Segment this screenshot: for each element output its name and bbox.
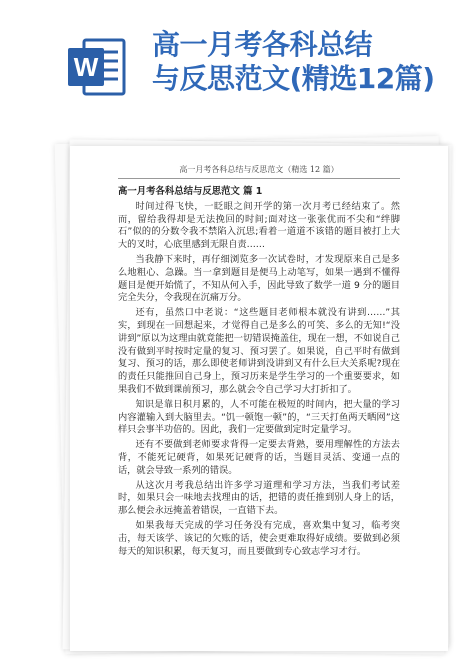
- paragraph: 还有，虽然口中老说：“这些题目老师根本就没有讲到……”其实，到现在一回想起来，才觉得自己是多么的可笑、多么的无知!“没讲到”原以为这理由就竟能把一切错误掩盖住，现在一想，不如说自己没有做到平时按时定量的复习、预习罢了。如果说，自己平时有做到复习、预习的话，那么即使老师讲到没讲到又有什么巨大关系呢?现在的责任只能推回自己身上，预习历来是学生学习的一个重要要求，如果我们不做到课前预习，那么就会令自己学习大打折扣了。: [118, 307, 400, 395]
- word-document-icon: [66, 36, 128, 98]
- document-body: [118, 186, 400, 560]
- paragraph: 当我静下来时，再仔细浏览多一次试卷时，才发现原来自己是多么地粗心、急躁。当一拿到题目是便马上动笔写，如果一遇到不懂得题目是便开始慌了，不知从何入手，因此导致了数学一道 9 分的题目完全失分，令我现在沉痛万分。: [118, 253, 400, 304]
- title-line-2: 与反思范文(精选12篇): [152, 62, 435, 95]
- paragraph: 知识是靠日积月累的，人不可能在极短的时间内，把大量的学习内容灌输入到大脑里去。“饥一顿饱一顿”的，“三天打鱼两天晒网”这样只会事半功倍的。因此，我们一定要做到定时定量学习。: [118, 398, 400, 436]
- header-rule: [118, 178, 400, 179]
- paragraph: 还有不要做到老师要求背得一定要去背熟，要用理解性的方法去背，不能死记硬背，如果死记硬背的话，当题目灵活、变通一点的话，就会导致一系列的错误。: [118, 439, 400, 476]
- section-heading: 高一月考各科总结与反思范文 篇 1: [118, 186, 263, 197]
- running-header: 高一月考各科总结与反思范文（精选 12 篇）: [179, 165, 339, 174]
- document-title: [152, 28, 462, 96]
- title-banner: [0, 0, 474, 120]
- document-page: [70, 146, 448, 651]
- paragraph: 从这次月考我总结出许多学习道理和学习方法，当我们考试差时，如果只会一味地去找理由的话，把错的责任推到别人身上的话，那么便会永远掩盖着错误，一直错下去。: [118, 479, 400, 517]
- paragraph: 如果我每天完成的学习任务没有完成，喜欢集中复习，临考突击，每天该学、该记的欠账的话，使会更难取得好成绩。要做到必须每天的知识积累，每天复习，而且要做到专心致志学习才行。: [118, 519, 400, 557]
- paragraph: 时间过得飞快，一眨眼之间开学的第一次月考已经结束了。然而，留给我得却是无法挽回的时间;面对这一张张优而不尖和“绊脚石”似的的分数令我不禁陷入沉思;看着一道道不该错的题目被打上大大的叉时，心底里感到无限自责……: [118, 200, 400, 251]
- svg-text:W: W: [73, 52, 99, 82]
- title-line-1: 高一月考各科总结: [152, 28, 373, 61]
